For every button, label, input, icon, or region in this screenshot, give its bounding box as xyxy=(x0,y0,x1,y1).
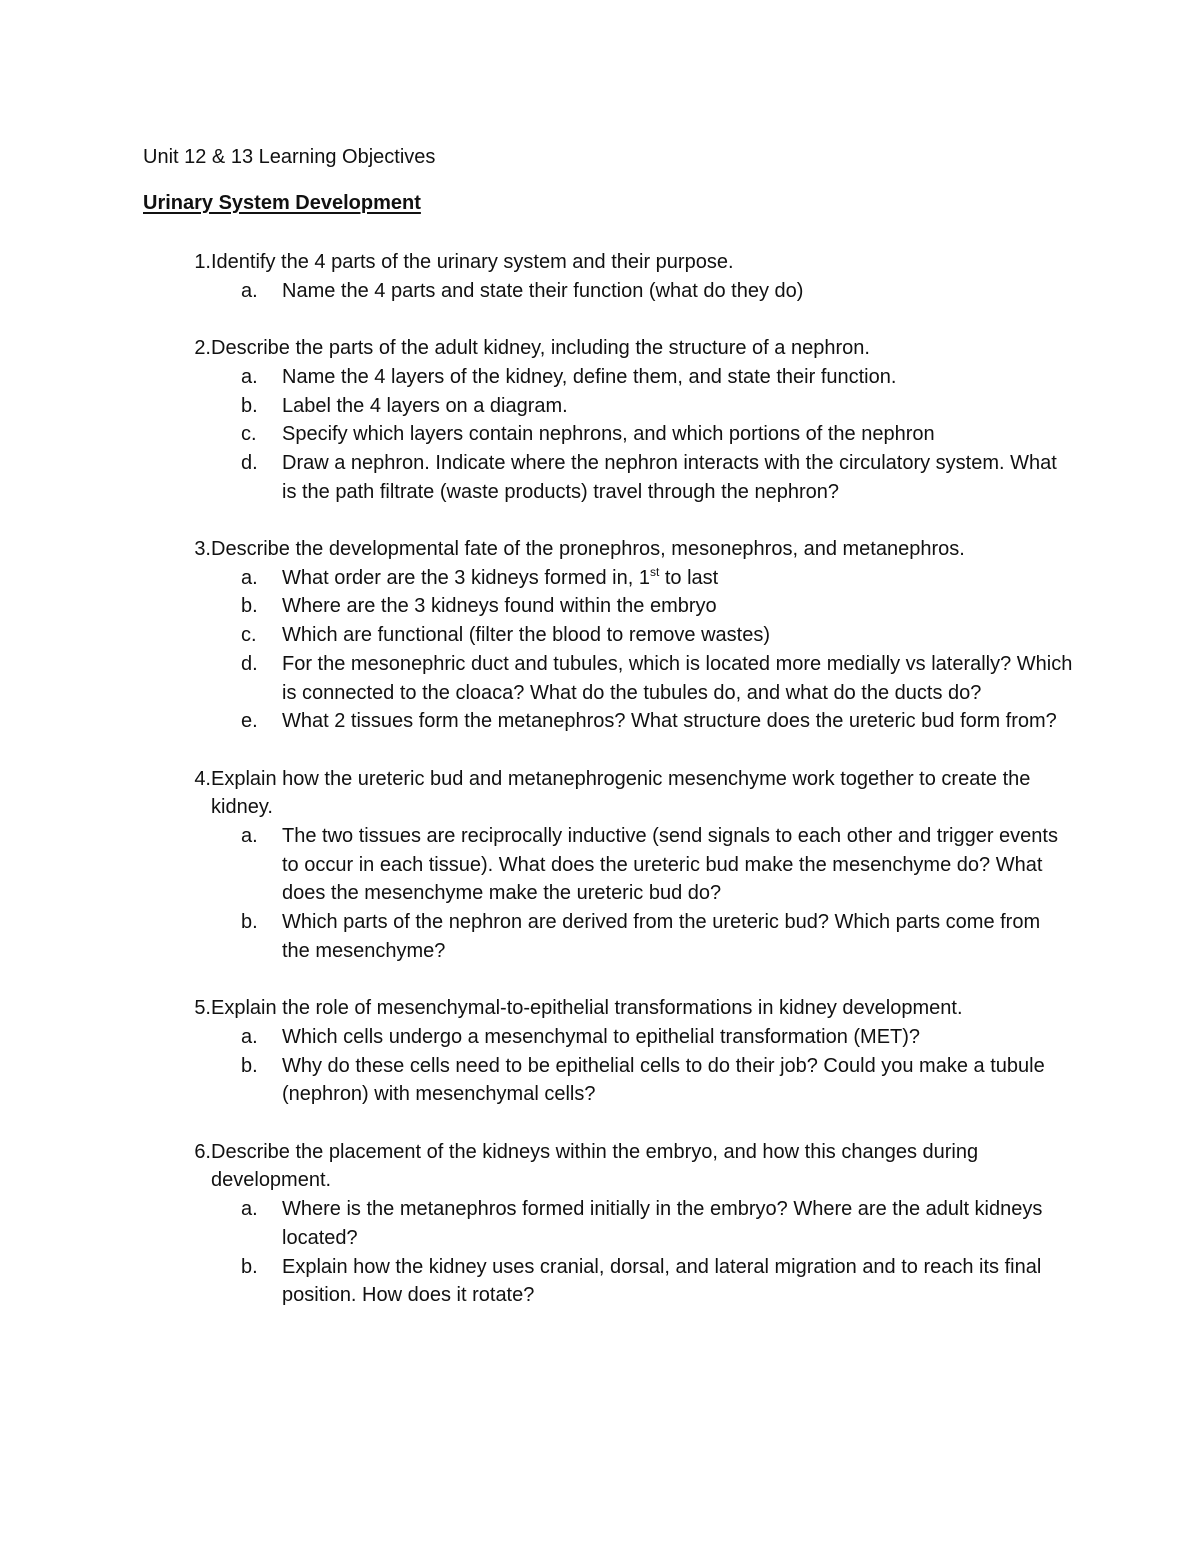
sub-objective xyxy=(143,392,1073,421)
objectives-list xyxy=(143,248,1073,1339)
ordinal-superscript: st xyxy=(649,564,660,579)
objective-number: 6. xyxy=(194,1140,211,1163)
sub-objective-text: For the mesonephric duct and tubules, which is located more medially vs laterally? Which is connected to the cloaca? What do the tubules do, and what do the ducts do? xyxy=(282,652,1073,704)
objective-item xyxy=(143,765,1073,966)
sub-objective-text: Where is the metanephros formed initially in the embryo? Where are the adult kidneys located? xyxy=(282,1198,1043,1249)
objective-item xyxy=(143,535,1073,736)
sub-objective xyxy=(143,908,1073,965)
sub-objective-text: What 2 tissues form the metanephros? What structure does the ureteric bud form from? xyxy=(282,710,1057,733)
sub-objective xyxy=(143,449,1073,506)
sub-objective-text: Which cells undergo a mesenchymal to epithelial transformation (MET)? xyxy=(282,1025,921,1048)
sub-objective-letter: b. xyxy=(241,911,258,934)
sub-objective-text: Which parts of the nephron are derived from the ureteric bud? Which parts come from the mesenchyme? xyxy=(282,911,1041,962)
sub-objective xyxy=(143,1253,1073,1310)
sub-objective xyxy=(143,822,1073,908)
sub-objective xyxy=(143,420,1073,449)
sub-objective-text: Draw a nephron. Indicate where the nephron interacts with the circulatory system. What is the path filtrate (waste products) travel through the nephron? xyxy=(282,451,1057,503)
sub-objective-text-part: to last xyxy=(659,566,719,589)
sub-objective-letter: a. xyxy=(241,566,258,589)
sub-objective xyxy=(143,564,1073,593)
sub-objective-letter: b. xyxy=(241,1255,258,1278)
sub-objective-letter: d. xyxy=(241,652,258,675)
sub-objective-text: Label the 4 layers on a diagram. xyxy=(282,394,568,417)
objective-item xyxy=(143,994,1073,1109)
sub-objective-text: Name the 4 parts and state their function (what do they do) xyxy=(282,279,804,302)
objective-number: 4. xyxy=(194,767,211,790)
sub-objective xyxy=(143,1052,1073,1109)
sub-objective-letter: a. xyxy=(241,1025,258,1048)
objective-number: 1. xyxy=(194,251,211,273)
sub-objective-letter: c. xyxy=(241,423,257,446)
sub-objective xyxy=(143,650,1073,707)
sub-objective-letter: a. xyxy=(241,825,258,848)
sub-objective-text: Explain how the kidney uses cranial, dorsal, and lateral migration and to reach its final position. How does it rotate? xyxy=(282,1255,1042,1307)
objective-text: Identify the 4 parts of the urinary system and their purpose. xyxy=(211,251,734,273)
objective-text: Explain how the ureteric bud and metanephrogenic mesenchyme work together to create the kidney. xyxy=(211,767,1031,819)
sub-objective xyxy=(143,277,1073,306)
sub-objective-letter: c. xyxy=(241,624,257,647)
sub-objective-text: Why do these cells need to be epithelial cells to do their job? Could you make a tubule (nephron) with mesenchymal cells? xyxy=(282,1054,1045,1106)
objective-text: Describe the developmental fate of the pronephros, mesonephros, and metanephros. xyxy=(211,538,965,560)
sub-objective xyxy=(143,1023,1073,1052)
objective-number: 3. xyxy=(194,538,211,560)
sub-objective-letter: b. xyxy=(241,595,258,618)
sub-objective-text: Where are the 3 kidneys found within the embryo xyxy=(282,595,717,618)
sub-objective xyxy=(143,363,1073,392)
section-heading: Urinary System Development xyxy=(143,192,421,214)
objective-item xyxy=(143,334,1073,506)
document-title: Unit 12 & 13 Learning Objectives xyxy=(143,146,436,168)
sub-objective xyxy=(143,592,1073,621)
sub-objective-letter: a. xyxy=(241,279,258,302)
sub-objective-letter: b. xyxy=(241,394,258,417)
sub-objective-text: Name the 4 layers of the kidney, define them, and state their function. xyxy=(282,365,897,388)
objective-item xyxy=(143,248,1073,305)
sub-objective-letter: a. xyxy=(241,1198,258,1221)
sub-objective-text: Which are functional (filter the blood to remove wastes) xyxy=(282,624,770,647)
objective-item xyxy=(143,1138,1073,1310)
objective-number: 2. xyxy=(194,337,211,360)
sub-objective-text: Specify which layers contain nephrons, and which portions of the nephron xyxy=(282,423,935,446)
sub-objective-letter: d. xyxy=(241,451,258,474)
sub-objective xyxy=(143,621,1073,650)
sub-objective-text xyxy=(282,564,1073,593)
sub-objective-letter: b. xyxy=(241,1054,258,1077)
sub-objective-letter: a. xyxy=(241,365,258,388)
sub-objective xyxy=(143,1195,1073,1252)
objective-text: Describe the placement of the kidneys within the embryo, and how this changes during development. xyxy=(211,1140,979,1192)
sub-objective-letter: e. xyxy=(241,710,258,733)
sub-objective-text-part: What order are the 3 kidneys formed in, 1 xyxy=(282,566,650,589)
sub-objective-text: The two tissues are reciprocally inductive (send signals to each other and trigger events to occur in each tissue). What does the ureteric bud make the mesenchyme do? What does the mesenchyme make the ureteric bud do? xyxy=(282,825,1058,905)
objective-text: Describe the parts of the adult kidney, including the structure of a nephron. xyxy=(211,337,870,360)
objective-number: 5. xyxy=(194,997,211,1020)
objective-text: Explain the role of mesenchymal-to-epithelial transformations in kidney development. xyxy=(211,997,963,1020)
sub-objective xyxy=(143,707,1073,736)
